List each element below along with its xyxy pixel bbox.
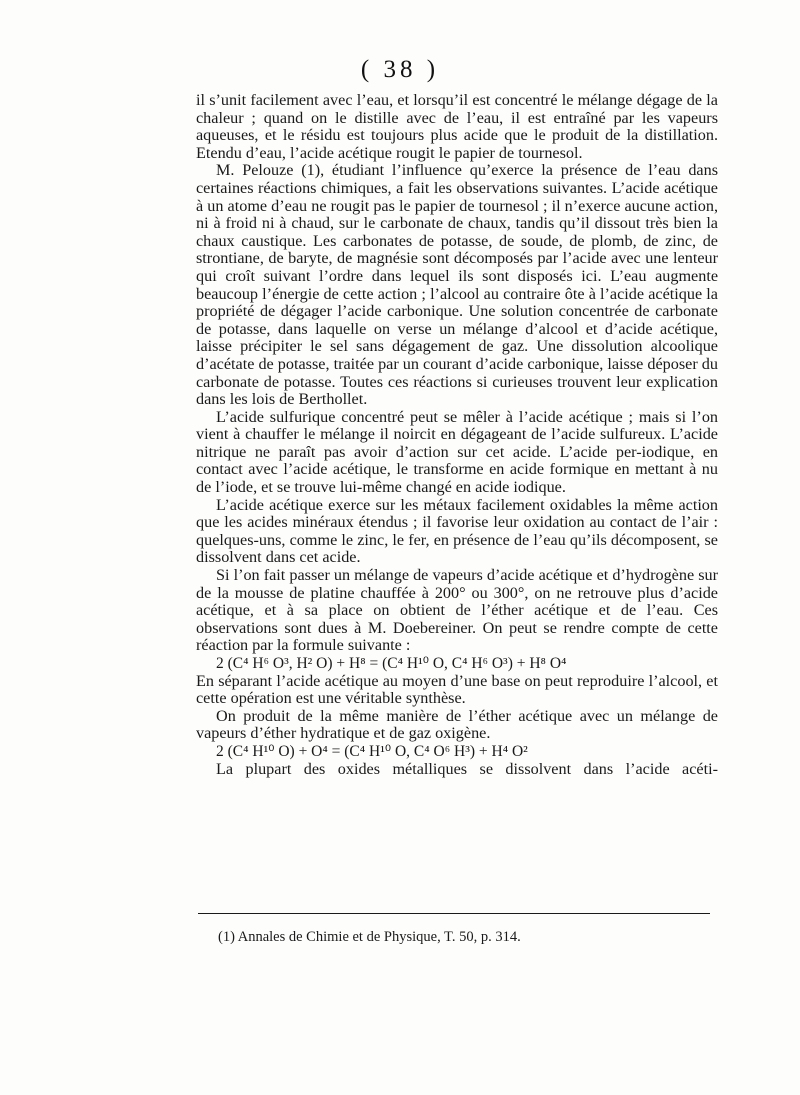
paragraph-7: On produit de la même manière de l’éther acétique avec un mélange de vapeurs d’éther hydratique et de gaz oxigène. xyxy=(196,706,718,743)
formula-1: 2 (C⁴ H⁶ O³, H² O) + H⁸ = (C⁴ H¹⁰ O, C⁴ H⁶ O³) + H⁸ O⁴ xyxy=(216,655,567,672)
formula-2: 2 (C⁴ H¹⁰ O) + O⁴ = (C⁴ H¹⁰ O, C⁴ O⁶ H³) + H⁴ O² xyxy=(216,742,528,760)
paragraph-8: La plupart des oxides métalliques se dissolvent dans l’acide acéti- xyxy=(216,759,718,778)
page-number: ( 38 ) xyxy=(360,56,440,83)
paragraph-6: En séparant l’acide acétique au moyen d’une base on peut reproduire l’alcool, et cette opération est une véritable synthèse. xyxy=(196,671,718,708)
footnote-rule xyxy=(198,913,710,914)
paragraph-5: Si l’on fait passer un mélange de vapeurs d’acide acétique et d’hydrogène sur de la mousse de platine chauffée à 200° ou 300°, on ne retrouve plus d’acide acétique, et à sa place on obtient de l’éther acétique et de l’eau. Ces observations sont dues à M. Doebereiner. On peut se rendre compte de cette réaction par la formule suivante : xyxy=(196,566,718,655)
paragraph-3: L’acide sulfurique concentré peut se mêler à l’acide acétique ; mais si l’on vient à chauffer le mélange il noircit en dégageant de l’acide sulfureux. L’acide nitrique ne paraît pas avoir d’action sur cet acide. L’acide per-iodique, en contact avec l’acide acétique, le transforme en acide formique en mettant à nu de l’iode, et se trouve lui-même changé en acide iodique. xyxy=(196,407,718,497)
paragraph-1: il s’unit facilement avec l’eau, et lorsqu’il est concentré le mélange dégage de la chaleur ; quand on le distille avec de l’eau, il est entraîné par les vapeurs aqueuses, et le résidu est toujours plus acide que le produit de la distillation. Etendu d’eau, l’acide acétique rougit le papier de tournesol. xyxy=(196,91,718,162)
body-text xyxy=(196,92,718,778)
footnote: (1) Annales de Chimie et de Physique, T. 50, p. 314. xyxy=(218,929,521,945)
paragraph-4: L’acide acétique exerce sur les métaux facilement oxidables la même action que les acides minéraux étendus ; il favorise leur oxidation au contact de l’air : quelques-uns, comme le zinc, le fer, en présence de l’eau qu’ils décomposent, se dissolvent dans cet acide. xyxy=(196,495,718,567)
paragraph-2: M. Pelouze (1), étudiant l’influence qu’exerce la présence de l’eau dans certaines réactions chimiques, a fait les observations suivantes. L’acide acétique à un atome d’eau ne rougit pas le papier de tournesol ; il n’exerce aucune action, ni à froid ni à chaud, sur le carbonate de chaux, tandis qu’il dissout très bien la chaux caustique. Les carbonates de potasse, de soude, de plomb, de zinc, de strontiane, de baryte, de magnésie sont décomposés par l’acide avec une lenteur qui croît suivant l’ordre dans lequel ils sont disposés ici. L’eau augmente beaucoup l’énergie de cette action ; l’alcool au contraire ôte à l’acide acétique la propriété de dégager l’acide carbonique. Une solution concentrée de carbonate de potasse, dans laquelle on verse un mélange d’alcool et d’acide acétique, laisse précipiter le sel sans dégagement de gaz. Une dissolution alcoolique d’acétate de potasse, traitée par un courant d’acide carbonique, laisse déposer du carbonate de potasse. Toutes ces réactions si curieuses trouvent leur explication dans les lois de Berthollet. xyxy=(196,161,718,409)
